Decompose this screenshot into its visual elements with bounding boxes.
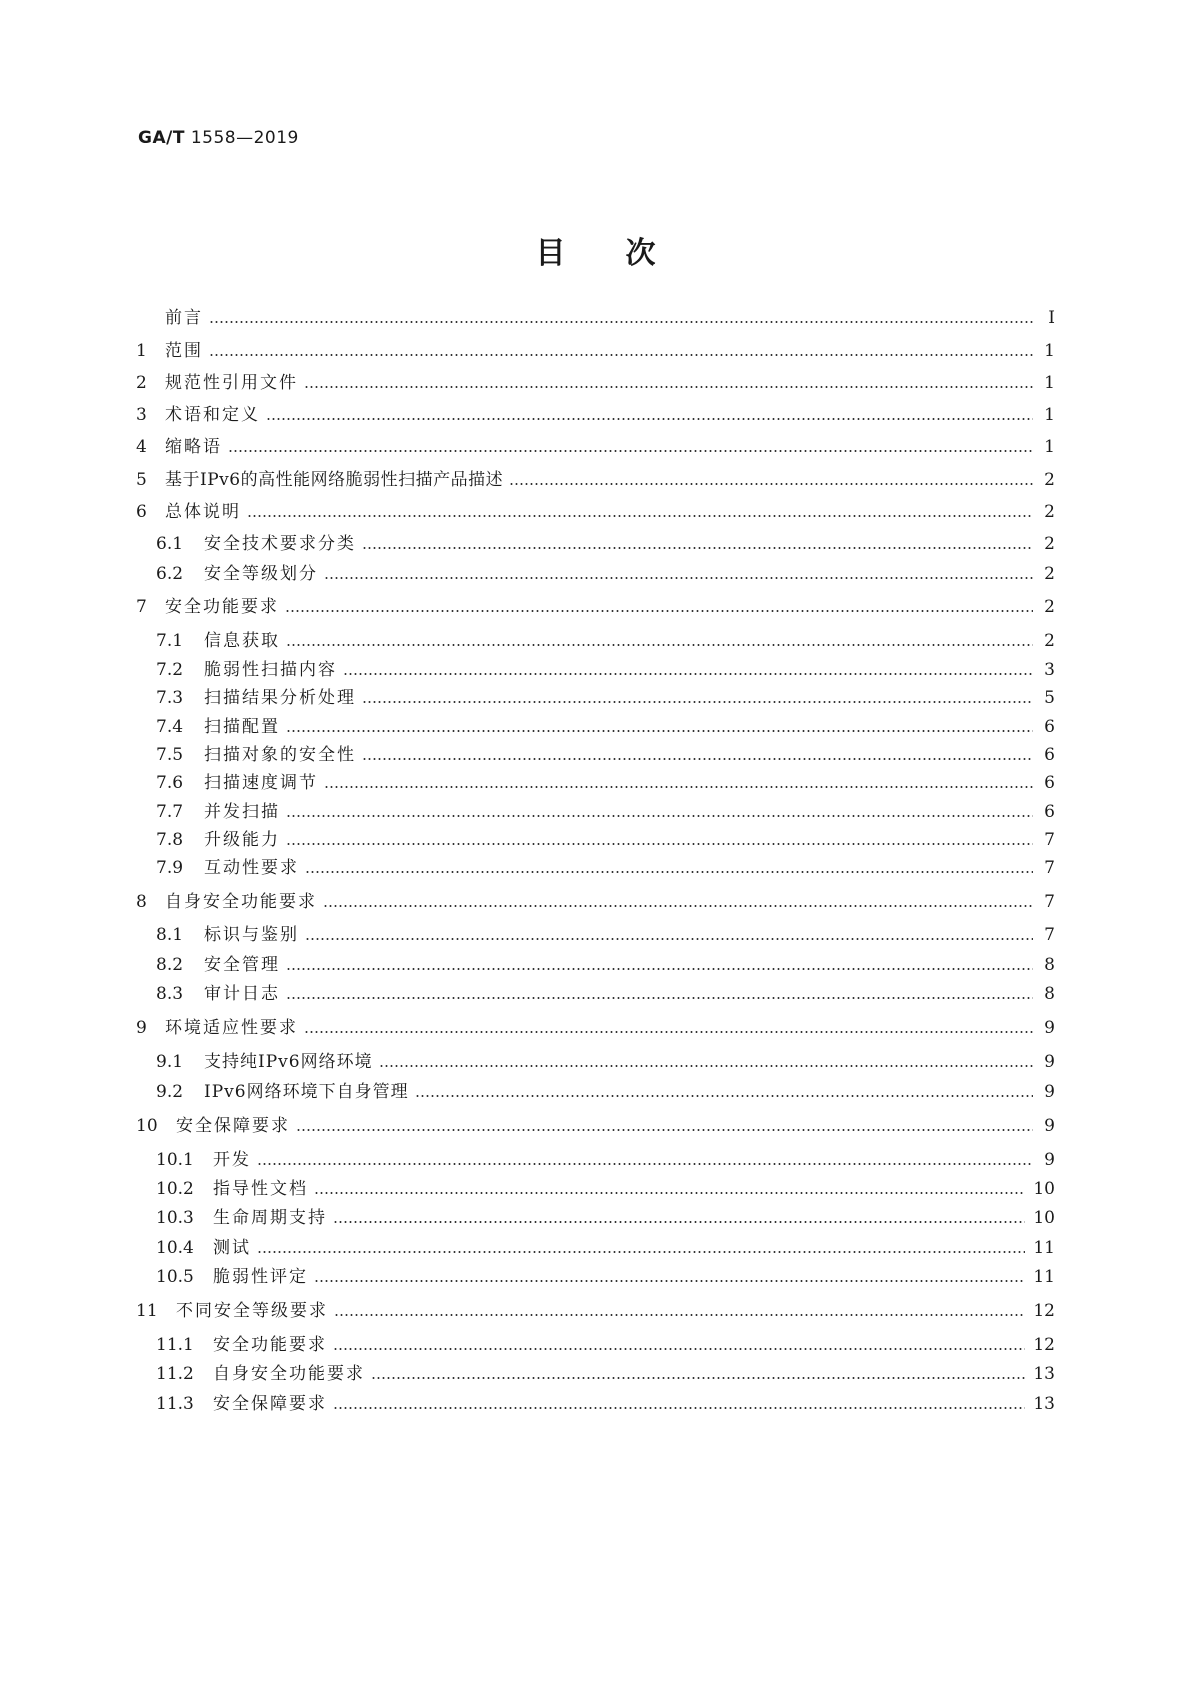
- toc-leader: [305, 938, 1033, 940]
- toc-label: 不同安全等级要求: [176, 1301, 328, 1321]
- toc-page-number: 7: [1044, 858, 1055, 878]
- toc-label: 脆弱性评定: [213, 1267, 308, 1287]
- toc-entry-10-5[interactable]: [156, 1262, 1055, 1288]
- toc-leader: [371, 1377, 1025, 1379]
- toc-entry-5[interactable]: [136, 465, 1055, 491]
- toc-leader: [247, 515, 1033, 517]
- toc-entry-7-3[interactable]: [156, 683, 1055, 709]
- toc-leader: [314, 1192, 1025, 1194]
- toc-entry-7-8[interactable]: [156, 825, 1055, 851]
- toc-number: 8.2: [156, 955, 184, 975]
- toc-entry-6[interactable]: [136, 497, 1055, 523]
- toc-label: 基于IPv6的高性能网络脆弱性扫描产品描述: [165, 470, 504, 490]
- toc-entry-11[interactable]: [136, 1296, 1055, 1322]
- toc-label: 范围: [165, 341, 203, 361]
- standard-code-prefix: GA/T: [138, 128, 185, 148]
- toc-page-number: 9: [1044, 1052, 1055, 1072]
- toc-page-number: 1: [1044, 341, 1055, 361]
- toc-page-number: 6: [1044, 745, 1055, 765]
- toc-number: 5: [136, 470, 147, 490]
- toc-page-number: 5: [1044, 688, 1055, 708]
- toc-leader: [285, 610, 1033, 612]
- toc-number: 9: [136, 1018, 147, 1038]
- toc-number: 9.2: [156, 1082, 184, 1102]
- toc-label: 审计日志: [204, 984, 280, 1004]
- toc-number: 7.3: [156, 688, 184, 708]
- toc-leader: [286, 997, 1033, 999]
- toc-label: 互动性要求: [204, 858, 299, 878]
- toc-entry-2[interactable]: [136, 368, 1055, 394]
- toc-number: 10: [136, 1116, 158, 1136]
- toc-label: 安全技术要求分类: [204, 534, 356, 554]
- toc-leader: [305, 871, 1033, 873]
- toc-entry-1[interactable]: [136, 336, 1055, 362]
- toc-number: 7.9: [156, 858, 184, 878]
- toc-label: 标识与鉴别: [204, 925, 299, 945]
- toc-number: 8: [136, 892, 147, 912]
- toc-page-number: 10: [1033, 1208, 1055, 1228]
- toc-label: 扫描对象的安全性: [204, 745, 356, 765]
- toc-entry-7-6[interactable]: [156, 768, 1055, 794]
- toc-entry-10[interactable]: [136, 1111, 1055, 1137]
- toc-label: 指导性文档: [213, 1179, 308, 1199]
- toc-leader: [286, 968, 1033, 970]
- toc-label: 扫描结果分析处理: [204, 688, 356, 708]
- toc-label: IPv6网络环境下自身管理: [204, 1082, 409, 1102]
- toc-number: 10.3: [156, 1208, 194, 1228]
- toc-entry-10-1[interactable]: [156, 1145, 1055, 1171]
- toc-page-number: 1: [1044, 405, 1055, 425]
- toc-leader: [362, 547, 1033, 549]
- toc-page-number: 7: [1044, 925, 1055, 945]
- toc-entry-6-2[interactable]: [156, 559, 1055, 585]
- toc-page-number: 2: [1044, 597, 1055, 617]
- toc-label: 安全保障要求: [213, 1394, 327, 1414]
- toc-label: 支持纯IPv6网络环境: [204, 1052, 373, 1072]
- toc-number: 11.1: [156, 1335, 194, 1355]
- toc-entry-8[interactable]: [136, 887, 1055, 913]
- toc-page-number: 9: [1044, 1082, 1055, 1102]
- toc-page-number: 2: [1044, 564, 1055, 584]
- toc-label: 升级能力: [204, 830, 280, 850]
- toc-entry-7-9[interactable]: [156, 853, 1055, 879]
- toc-page-number: 8: [1044, 984, 1055, 1004]
- toc-number: 8.1: [156, 925, 184, 945]
- toc-page-number: 9: [1044, 1116, 1055, 1136]
- toc-leader: [286, 730, 1033, 732]
- toc-number: 11: [136, 1301, 158, 1321]
- toc-page-number: 2: [1044, 502, 1055, 522]
- toc-entry-3[interactable]: [136, 400, 1055, 426]
- standard-code-number: 1558—2019: [184, 128, 299, 148]
- toc-leader: [362, 758, 1033, 760]
- toc-page-number: 13: [1033, 1394, 1055, 1414]
- toc-page-number: 6: [1044, 802, 1055, 822]
- toc-page-number: 6: [1044, 717, 1055, 737]
- page-title: 目次: [535, 236, 716, 271]
- toc-page-number: 10: [1033, 1179, 1055, 1199]
- toc-page-number: 7: [1044, 830, 1055, 850]
- toc-leader: [333, 1407, 1025, 1409]
- toc-number: 7.2: [156, 660, 184, 680]
- toc-page-number: Ⅰ: [1048, 308, 1055, 328]
- toc-entry-7-7[interactable]: [156, 797, 1055, 823]
- toc-page-number: 9: [1044, 1018, 1055, 1038]
- toc-label: 规范性引用文件: [165, 373, 298, 393]
- toc-number: 10.2: [156, 1179, 194, 1199]
- toc-page-number: 2: [1044, 470, 1055, 490]
- toc-page-number: 1: [1044, 373, 1055, 393]
- toc-number: 6: [136, 502, 147, 522]
- toc-number: 6.2: [156, 564, 184, 584]
- toc-entry-10-4[interactable]: [156, 1233, 1055, 1259]
- toc-page-number: 2: [1044, 631, 1055, 651]
- toc-leader: [286, 644, 1033, 646]
- toc-label: 总体说明: [165, 502, 241, 522]
- toc-page-number: 3: [1044, 660, 1055, 680]
- toc-label: 自身安全功能要求: [165, 892, 317, 912]
- toc-entry-7-1[interactable]: [156, 626, 1055, 652]
- toc-number: 10.5: [156, 1267, 194, 1287]
- toc-label: 安全等级划分: [204, 564, 318, 584]
- toc-number: 1: [136, 341, 147, 361]
- toc-number: 3: [136, 405, 147, 425]
- toc-entry-4[interactable]: [136, 432, 1055, 458]
- toc-leader: [333, 1221, 1025, 1223]
- toc-entry-11-1[interactable]: [156, 1330, 1055, 1356]
- toc-page-number: 11: [1033, 1267, 1055, 1287]
- toc-entry-7[interactable]: [136, 592, 1055, 618]
- toc-entry-7-4[interactable]: [156, 712, 1055, 738]
- toc-number: 11.2: [156, 1364, 194, 1384]
- toc-label: 安全保障要求: [176, 1116, 290, 1136]
- toc-entry-7-2[interactable]: [156, 655, 1055, 681]
- toc-label: 环境适应性要求: [165, 1018, 298, 1038]
- toc-label: 前言: [165, 308, 203, 328]
- toc-leader: [343, 673, 1033, 675]
- toc-leader: [304, 1031, 1033, 1033]
- toc-leader: [334, 1314, 1025, 1316]
- toc-label: 并发扫描: [204, 802, 280, 822]
- toc-number: 7.8: [156, 830, 184, 850]
- toc-page-number: 12: [1033, 1301, 1055, 1321]
- toc-leader: [324, 786, 1033, 788]
- toc-entry-8-1[interactable]: [156, 920, 1055, 946]
- toc-page-number: 2: [1044, 534, 1055, 554]
- toc-label: 开发: [213, 1150, 251, 1170]
- toc-page-number: 1: [1044, 437, 1055, 457]
- toc-label: 生命周期支持: [213, 1208, 327, 1228]
- toc-number: 7.1: [156, 631, 184, 651]
- toc-number: 7: [136, 597, 147, 617]
- toc-number: 7.4: [156, 717, 184, 737]
- toc-number: 7.7: [156, 802, 184, 822]
- toc-label: 缩略语: [165, 437, 222, 457]
- toc-label: 信息获取: [204, 631, 280, 651]
- toc-number: 8.3: [156, 984, 184, 1004]
- toc-page-number: 13: [1033, 1364, 1055, 1384]
- toc-label: 安全功能要求: [213, 1335, 327, 1355]
- toc-number: 4: [136, 437, 147, 457]
- toc-entry-9[interactable]: [136, 1013, 1055, 1039]
- toc-entry-9-2[interactable]: [156, 1077, 1055, 1103]
- toc-entry-10-2[interactable]: [156, 1174, 1055, 1200]
- toc-leader: [286, 843, 1033, 845]
- toc-page-number: 6: [1044, 773, 1055, 793]
- toc-label: 脆弱性扫描内容: [204, 660, 337, 680]
- toc-leader: [228, 450, 1033, 452]
- toc-leader: [362, 701, 1033, 703]
- toc-number: 7.5: [156, 745, 184, 765]
- toc-entry-11-3[interactable]: [156, 1389, 1055, 1415]
- toc-number: 6.1: [156, 534, 184, 554]
- toc-page-number: 9: [1044, 1150, 1055, 1170]
- toc-page-number: 12: [1033, 1335, 1055, 1355]
- toc-label: 扫描配置: [204, 717, 280, 737]
- toc-leader: [304, 386, 1033, 388]
- toc-leader: [415, 1095, 1033, 1097]
- toc-number: 2: [136, 373, 147, 393]
- toc-number: 10.4: [156, 1238, 194, 1258]
- toc-number: 11.3: [156, 1394, 194, 1414]
- toc-entry-8-2[interactable]: [156, 950, 1055, 976]
- toc-number: 9.1: [156, 1052, 184, 1072]
- toc-page-number: 7: [1044, 892, 1055, 912]
- toc-leader: [314, 1280, 1025, 1282]
- toc-entry-8-3[interactable]: [156, 979, 1055, 1005]
- toc-page-number: 8: [1044, 955, 1055, 975]
- toc-label: 安全管理: [204, 955, 280, 975]
- toc-entry-7-5[interactable]: [156, 740, 1055, 766]
- toc-leader: [509, 483, 1033, 485]
- toc-number: 10.1: [156, 1150, 194, 1170]
- toc-entry-10-3[interactable]: [156, 1203, 1055, 1229]
- toc-leader: [324, 577, 1033, 579]
- toc-leader: [257, 1251, 1025, 1253]
- toc-page-number: 11: [1033, 1238, 1055, 1258]
- toc-number: 7.6: [156, 773, 184, 793]
- toc-entry-foreword[interactable]: [136, 303, 1055, 329]
- toc-entry-11-2[interactable]: [156, 1359, 1055, 1385]
- toc-label: 术语和定义: [165, 405, 260, 425]
- toc-entry-6-1[interactable]: [156, 529, 1055, 555]
- toc-leader: [209, 354, 1033, 356]
- toc-leader: [209, 321, 1033, 323]
- toc-label: 自身安全功能要求: [213, 1364, 365, 1384]
- toc-label: 测试: [213, 1238, 251, 1258]
- toc-leader: [266, 418, 1033, 420]
- toc-leader: [379, 1065, 1033, 1067]
- toc-entry-9-1[interactable]: [156, 1047, 1055, 1073]
- toc-leader: [257, 1163, 1033, 1165]
- toc-leader: [333, 1348, 1025, 1350]
- toc-leader: [323, 905, 1033, 907]
- toc-label: 扫描速度调节: [204, 773, 318, 793]
- toc-leader: [296, 1129, 1033, 1131]
- toc-label: 安全功能要求: [165, 597, 279, 617]
- toc-leader: [286, 815, 1033, 817]
